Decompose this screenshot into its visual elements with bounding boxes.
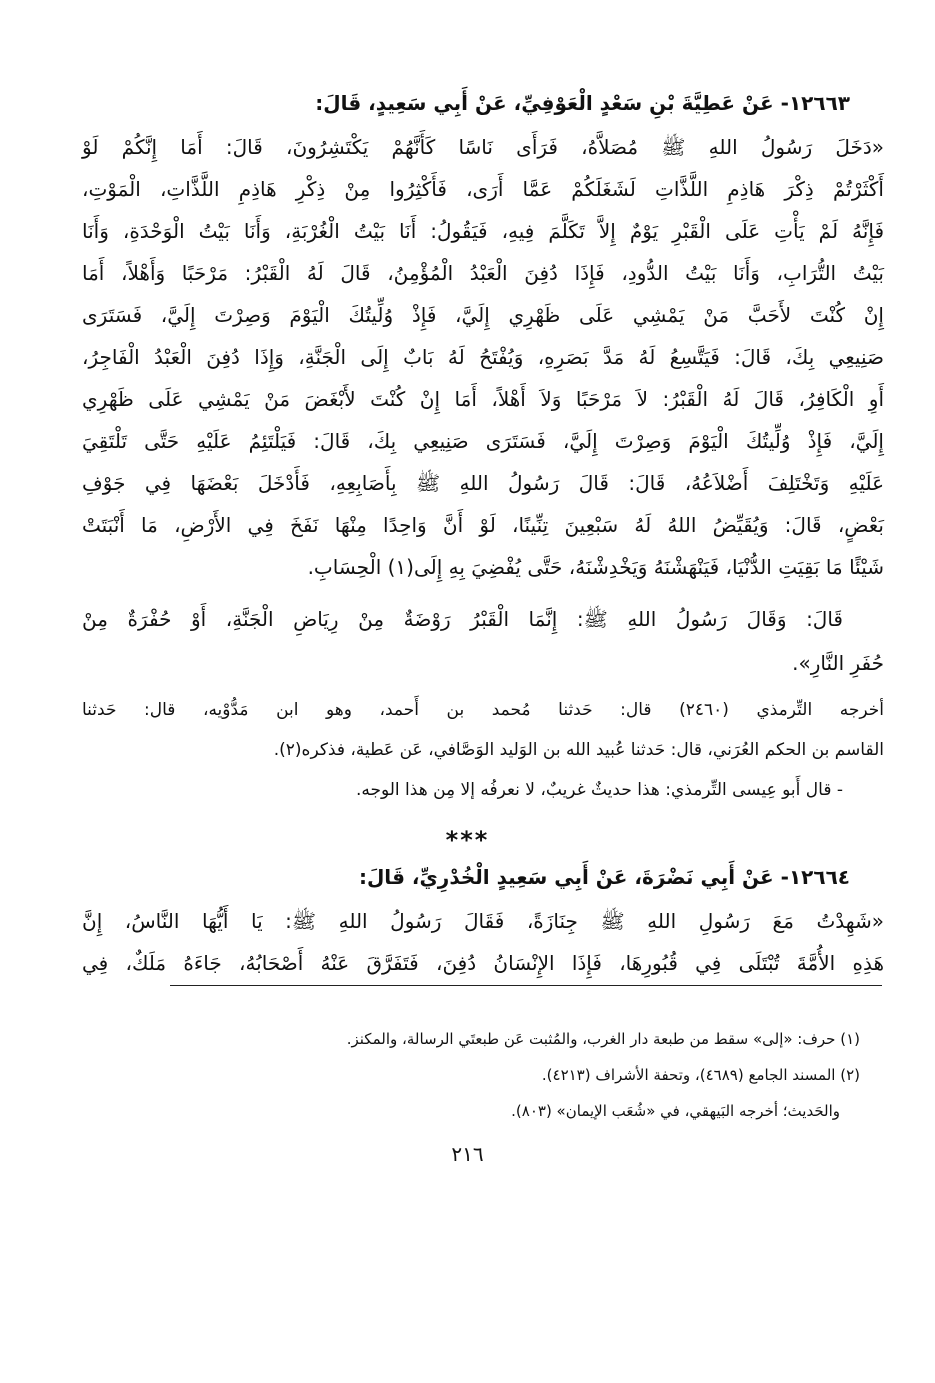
text-line: أَكْثَرْتُمْ ذِكْرَ هَاذِمِ اللَّذَّاتِ لَشَغَلَكُمْ عَمَّا أَرَى، فَأَكْثِرُوا مِنْ ذِكْرِ هَاذِمِ اللَّذَّاتِ، الْمَوْتِ،	[82, 177, 884, 201]
footnote-2-continued: والحَديث؛ أخرجه البَيهقي، في «شُعَب الإيمان» (٨٠٣).	[511, 1102, 840, 1120]
text-line: إِنْ كُنْتَ لأَحَبَّ مَنْ يَمْشِي عَلَى ظَهْرِي إِلَيَّ، فَإِذْ وُلِّيتُكَ الْيَوْمَ وَصِرْتَ إِلَيَّ، فَسَتَرَى	[82, 303, 884, 327]
text-line: «شَهِدْتُ مَعَ رَسُولِ اللهِ ﷺ جِنَازَةً، فَقَالَ رَسُولُ اللهِ ﷺ: يَا أَيُّهَا النَّاسُ، إِنَّ	[82, 909, 884, 933]
text-line: قَالَ: وَقَالَ رَسُولُ اللهِ ﷺ: إِنَّمَا الْقَبْرُ رَوْضَةٌ مِنْ رِيَاضِ الْجَنَّةِ، أَوْ حُفْرَةٌ مِنْ	[82, 607, 843, 631]
text-line: إِلَيَّ، فَإِذْ وُلِّيتُكَ الْيَوْمَ وَصِرْتَ إِلَيَّ، فَسَتَرَى صَنِيعِي بِكَ، قَالَ: فَيَلْتَئِمُ عَلَيْهِ حَتَّى تَلْتَقِيَ	[82, 429, 884, 453]
text-line: بَعْضٍ، قَالَ: وَيُقَيِّضُ اللهُ لَهُ سَبْعِينَ تِنِّينًا، لَوْ أَنَّ وَاحِدًا مِنْهَا نَفَخَ فِي الأَرْضِ، مَا أَنْبَتَتْ	[82, 513, 884, 537]
section-separator: ***	[445, 826, 490, 854]
footnote-divider	[170, 985, 882, 986]
hadith-heading-12664: ١٢٦٦٤- عَنْ أَبِي نَضْرَةَ، عَنْ أَبِي سَعِيدٍ الْخُدْرِيِّ، قَالَ:	[358, 865, 850, 889]
footnote-1: (١) حرف: «إلى» سقط من طبعة دار الغرب، والمُثبت عَن طبعتَي الرسالة، والمكنز.	[346, 1030, 860, 1048]
text-line: صَنِيعِي بِكَ، قَالَ: فَيَتَّسِعُ لَهُ مَدَّ بَصَرِهِ، وَيُفْتَحُ لَهُ بَابٌ إِلَى الْجَنَّةِ، وَإِذَا دُفِنَ الْعَبْدُ الْفَاجِرُ،	[82, 345, 884, 369]
page-number: ٢١٦	[451, 1142, 484, 1166]
text-line: فَإِنَّهُ لَمْ يَأْتِ عَلَى الْقَبْرِ يَوْمٌ إِلاَّ تَكَلَّمَ فِيهِ، فَيَقُولُ: أَنَا بَيْتُ الْغُرْبَةِ، وَأَنَا بَيْتُ الْوَحْدَةِ، وَأَنَا	[82, 219, 884, 243]
text-line: بَيْتُ التُّرَابِ، وَأَنَا بَيْتُ الدُّودِ، فَإِذَا دُفِنَ الْعَبْدُ الْمُؤْمِنُ، قَالَ لَهُ الْقَبْرُ: مَرْحَبًا وَأَهْلاً، أَمَا	[82, 261, 884, 285]
text-line: عَلَيْهِ وَتَخْتَلِفَ أَضْلاَعُهُ، قَالَ: قَالَ رَسُولُ اللهِ ﷺ بِأَصَابِعِهِ، فَأَدْخَلَ بَعْضَهَا فِي جَوْفِ	[82, 471, 884, 495]
hadith-heading-12663: ١٢٦٦٣- عَنْ عَطِيَّةَ بْنِ سَعْدٍ الْعَوْفِيِّ، عَنْ أَبِي سَعِيدٍ، قَالَ:	[315, 91, 850, 115]
text-line: هَذِهِ الأُمَّةَ تُبْتَلَى فِي قُبُورِهَا، فَإِذَا الإِنْسَانُ دُفِنَ، فَتَفَرَّقَ عَنْهُ أَصْحَابُهُ، جَاءَهُ مَلَكٌ، فِي	[82, 951, 884, 975]
text-line: شَيْئًا مَا بَقِيَتِ الدُّنْيَا، فَيَنْهَشْنَهُ وَيَخْدِشْنَهُ، حَتَّى يُفْضِيَ بِهِ إِلَى(١) الْحِسَابِ.	[307, 555, 884, 579]
takhrij-line: القاسم بن الحكم العُرَني، قال: حَدثنا عُبيد الله بن الوَليد الوَصَّافي، عَن عَطية، فذكره(٢).	[273, 740, 884, 760]
takhrij-line: - قال أَبو عِيسى التِّرمذي: هذا حديثٌ غريبٌ، لا نعرفُه إلا مِن هذا الوجه.	[355, 780, 843, 800]
text-line: أَوِ الْكَافِرُ، قَالَ لَهُ الْقَبْرُ: لاَ مَرْحَبًا وَلاَ أَهْلاً، أَمَا إِنْ كُنْتَ لأَبْغَضَ مَنْ يَمْشِي عَلَى ظَهْرِي	[82, 387, 884, 411]
takhrij-line: أخرجه التِّرمذي (٢٤٦٠) قال: حَدثنا مُحمد بن أَحمد، وهو ابن مَدُّوْيه، قال: حَدثنا	[82, 700, 884, 720]
text-line: حُفَرِ النَّارِ».	[792, 651, 884, 675]
text-line: «دَخَلَ رَسُولُ اللهِ ﷺ مُصَلاَّهُ، فَرَأَى نَاسًا كَأَنَّهُمْ يَكْتَشِرُونَ، قَالَ: أَمَا إِنَّكُمْ لَوْ	[82, 135, 884, 159]
footnote-2: (٢) المسند الجامع (٤٦٨٩)، وتحفة الأشراف (٤٢١٣).	[541, 1066, 860, 1084]
